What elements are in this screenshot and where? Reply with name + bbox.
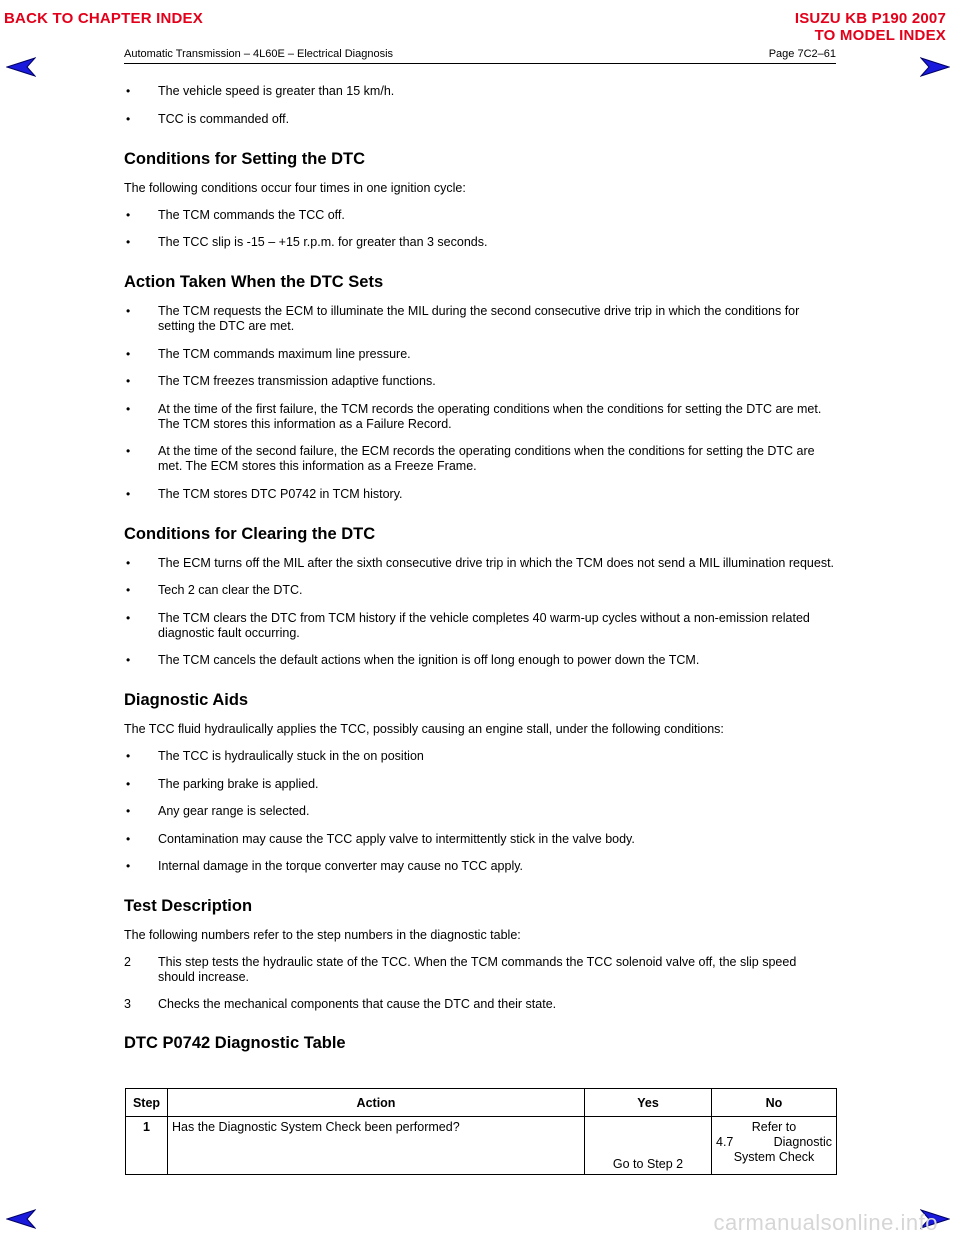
list-item: • Tech 2 can clear the DTC.	[124, 583, 836, 598]
section-heading-aids: Diagnostic Aids	[124, 691, 249, 709]
list-item: • TCC is commanded off.	[124, 112, 836, 127]
list-item: • The TCM commands the TCC off.	[124, 208, 836, 223]
list-item: • The TCC is hydraulically stuck in the on position	[124, 749, 836, 764]
model-name-label: ISUZU KB P190 2007	[794, 10, 946, 27]
column-header-yes: Yes	[585, 1089, 712, 1117]
column-header-no: No	[712, 1089, 837, 1117]
section-intro: The following numbers refer to the step numbers in the diagnostic table:	[124, 928, 521, 942]
list-item	[124, 997, 836, 1012]
to-model-index-label: TO MODEL INDEX	[814, 27, 946, 44]
list-item: • The vehicle speed is greater than 15 km/h.	[124, 84, 836, 99]
aids-bullet-list	[124, 749, 836, 874]
list-item: • The TCM cancels the default actions when the ignition is off long enough to power down the TCM.	[124, 653, 836, 668]
list-item: • The TCM requests the ECM to illuminate the MIL during the second consecutive drive trip in which the conditions for setting the DTC are met.	[124, 304, 836, 334]
table-row	[126, 1117, 837, 1175]
top-bullet-list	[124, 84, 836, 127]
next-page-arrow-icon[interactable]	[920, 56, 950, 78]
running-header-title: Automatic Transmission – 4L60E – Electrical Diagnosis	[124, 48, 394, 60]
section-heading-table: DTC P0742 Diagnostic Table	[124, 1034, 346, 1052]
column-header-step: Step	[126, 1089, 168, 1117]
list-item: • At the time of the first failure, the TCM records the operating conditions when the conditions for setting the DTC are met. The TCM stores this information as a Failure Record.	[124, 402, 836, 432]
page-number: Page 7C2–61	[768, 48, 836, 60]
setting-bullet-list	[124, 208, 836, 251]
list-item	[124, 955, 836, 985]
clearing-bullet-list	[124, 556, 836, 669]
section-heading-test: Test Description	[124, 897, 253, 915]
model-index-link[interactable]	[795, 10, 946, 44]
back-to-chapter-index-link[interactable]: BACK TO CHAPTER INDEX	[4, 10, 203, 27]
section-heading-action: Action Taken When the DTC Sets	[124, 273, 384, 291]
section-intro: The TCC fluid hydraulically applies the TCC, possibly causing an engine stall, under the following conditions:	[124, 722, 724, 736]
previous-page-arrow-icon[interactable]	[6, 56, 36, 78]
list-item: • Contamination may cause the TCC apply valve to intermittently stick in the valve body.	[124, 832, 836, 847]
section-heading-setting: Conditions for Setting the DTC	[124, 149, 366, 168]
diagnostic-table	[125, 1088, 837, 1175]
step-number: 2	[124, 955, 131, 969]
no-cell[interactable]	[712, 1117, 837, 1175]
no-cell-line: Refer to	[751, 1120, 797, 1134]
step-number: 3	[124, 997, 131, 1011]
page-content	[124, 84, 836, 1065]
step-text: This step tests the hydraulic state of the TCC. When the TCM commands the TCC solenoid valve off, the slip speed should increase.	[158, 955, 797, 984]
list-item: • The TCM stores DTC P0742 in TCM history.	[124, 487, 836, 502]
section-reference-word: Diagnostic	[773, 1135, 832, 1149]
column-header-action: Action	[168, 1089, 585, 1117]
list-item: • The TCC slip is -15 – +15 r.p.m. for greater than 3 seconds.	[124, 235, 836, 250]
list-item: • Any gear range is selected.	[124, 804, 836, 819]
list-item: • The TCM commands maximum line pressure.	[124, 347, 836, 362]
list-item: • The TCM freezes transmission adaptive functions.	[124, 374, 836, 389]
list-item: • The TCM clears the DTC from TCM history if the vehicle completes 40 warm-up cycles without a non-emission related diagnostic fault occurring.	[124, 611, 836, 641]
section-reference-number: 4.7	[716, 1135, 734, 1149]
yes-cell[interactable]: Go to Step 2	[585, 1117, 712, 1175]
list-item: • Internal damage in the torque converter may cause no TCC apply.	[124, 859, 836, 874]
section-heading-clearing: Conditions for Clearing the DTC	[124, 524, 376, 543]
table-header-row	[126, 1089, 837, 1117]
step-cell: 1	[126, 1117, 168, 1175]
no-cell-line	[716, 1135, 832, 1150]
test-description-list	[124, 955, 836, 1012]
previous-page-bottom-arrow-icon[interactable]	[6, 1208, 36, 1230]
action-cell: Has the Diagnostic System Check been performed?	[168, 1117, 585, 1175]
step-text: Checks the mechanical components that cause the DTC and their state.	[158, 997, 557, 1011]
action-bullet-list	[124, 304, 836, 502]
no-cell-line: System Check	[733, 1150, 815, 1164]
list-item: • The ECM turns off the MIL after the sixth consecutive drive trip in which the TCM does not send a MIL illumination request.	[124, 556, 836, 571]
section-intro: The following conditions occur four times in one ignition cycle:	[124, 180, 466, 195]
header-divider	[124, 63, 836, 64]
list-item: • The parking brake is applied.	[124, 777, 836, 792]
list-item: • At the time of the second failure, the ECM records the operating conditions when the conditions for setting the DTC are met. The ECM stores this information as a Freeze Frame.	[124, 444, 836, 474]
watermark: carmanualsonline.info	[713, 1210, 938, 1235]
